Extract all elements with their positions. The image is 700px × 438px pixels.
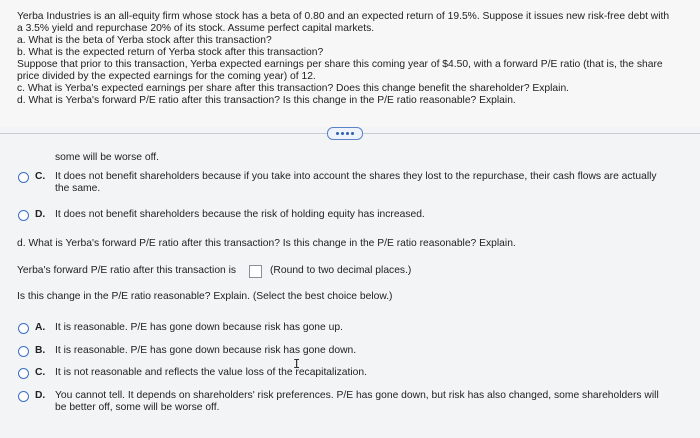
question-heading: d. What is Yerba's forward P/E ratio after this transaction? Is this change in the P/E ratio reasonable? Explain. [17,238,516,249]
radio-option-c[interactable] [18,368,29,379]
radio-option-a[interactable] [18,323,29,334]
option-text[interactable]: It is reasonable. P/E has gone down because risk has gone up. [55,322,343,333]
radio-option-b[interactable] [18,346,29,357]
radio-option-d[interactable] [18,210,29,221]
answer-hint: (Round to two decimal places.) [270,265,412,276]
option-text[interactable]: It does not benefit shareholders because if you take into account the shares they lost to the repurchase, their cash flows are actually [55,171,657,182]
option-text[interactable]: be better off, some will be worse off. [55,402,220,413]
option-text[interactable]: It is reasonable. P/E has gone down because risk has gone down. [55,345,357,356]
problem-line: a. What is the beta of Yerba stock after this transaction? [17,35,272,46]
problem-line: a 3.5% yield and repurchase 20% of its stock. Assume perfect capital markets. [17,23,375,34]
option-text[interactable]: It does not benefit shareholders because the risk of holding equity has increased. [55,209,425,220]
radio-option-d[interactable] [18,391,29,402]
option-text[interactable]: You cannot tell. It depends on shareholders' risk preferences. P/E has gone down, but risk has also changed, some shareholders will [55,390,659,401]
problem-line: price divided by the expected earnings for the coming year) of 12. [17,71,316,82]
problem-line: Suppose that prior to this transaction, Yerba expected earnings per share this coming year of $4.50, with a forward P/E ratio (that is, the share [17,59,663,70]
pe-ratio-input[interactable] [249,265,262,278]
option-letter: B. [35,345,46,356]
problem-line: b. What is the expected return of Yerba stock after this transaction? [17,47,324,58]
option-letter: D. [35,390,46,401]
problem-line: Yerba Industries is an all-equity firm whose stock has a beta of 0.80 and an expected return of 19.5%. Suppose it issues new risk-free debt with [17,11,670,22]
option-text[interactable]: the same. [55,183,101,194]
option-letter: A. [35,322,46,333]
ellipsis-icon[interactable] [327,127,363,140]
radio-option-c[interactable] [18,172,29,183]
option-continuation: some will be worse off. [55,152,159,163]
text-cursor-icon: I [293,357,301,371]
option-letter: D. [35,209,46,220]
select-prompt: Is this change in the P/E ratio reasonable? Explain. (Select the best choice below.) [17,291,393,302]
problem-statement [0,0,700,127]
option-text[interactable]: It is not reasonable and reflects the value loss of the recapitalization. [55,367,367,378]
answer-label: Yerba's forward P/E ratio after this transaction is [17,265,237,276]
option-letter: C. [35,367,46,378]
problem-line: c. What is Yerba's expected earnings per share after this transaction? Does this change benefit the shareholder? Explain. [17,83,570,94]
problem-line: d. What is Yerba's forward P/E ratio after this transaction? Is this change in the P/E ratio reasonable? Explain. [17,95,516,106]
option-letter: C. [35,171,46,182]
